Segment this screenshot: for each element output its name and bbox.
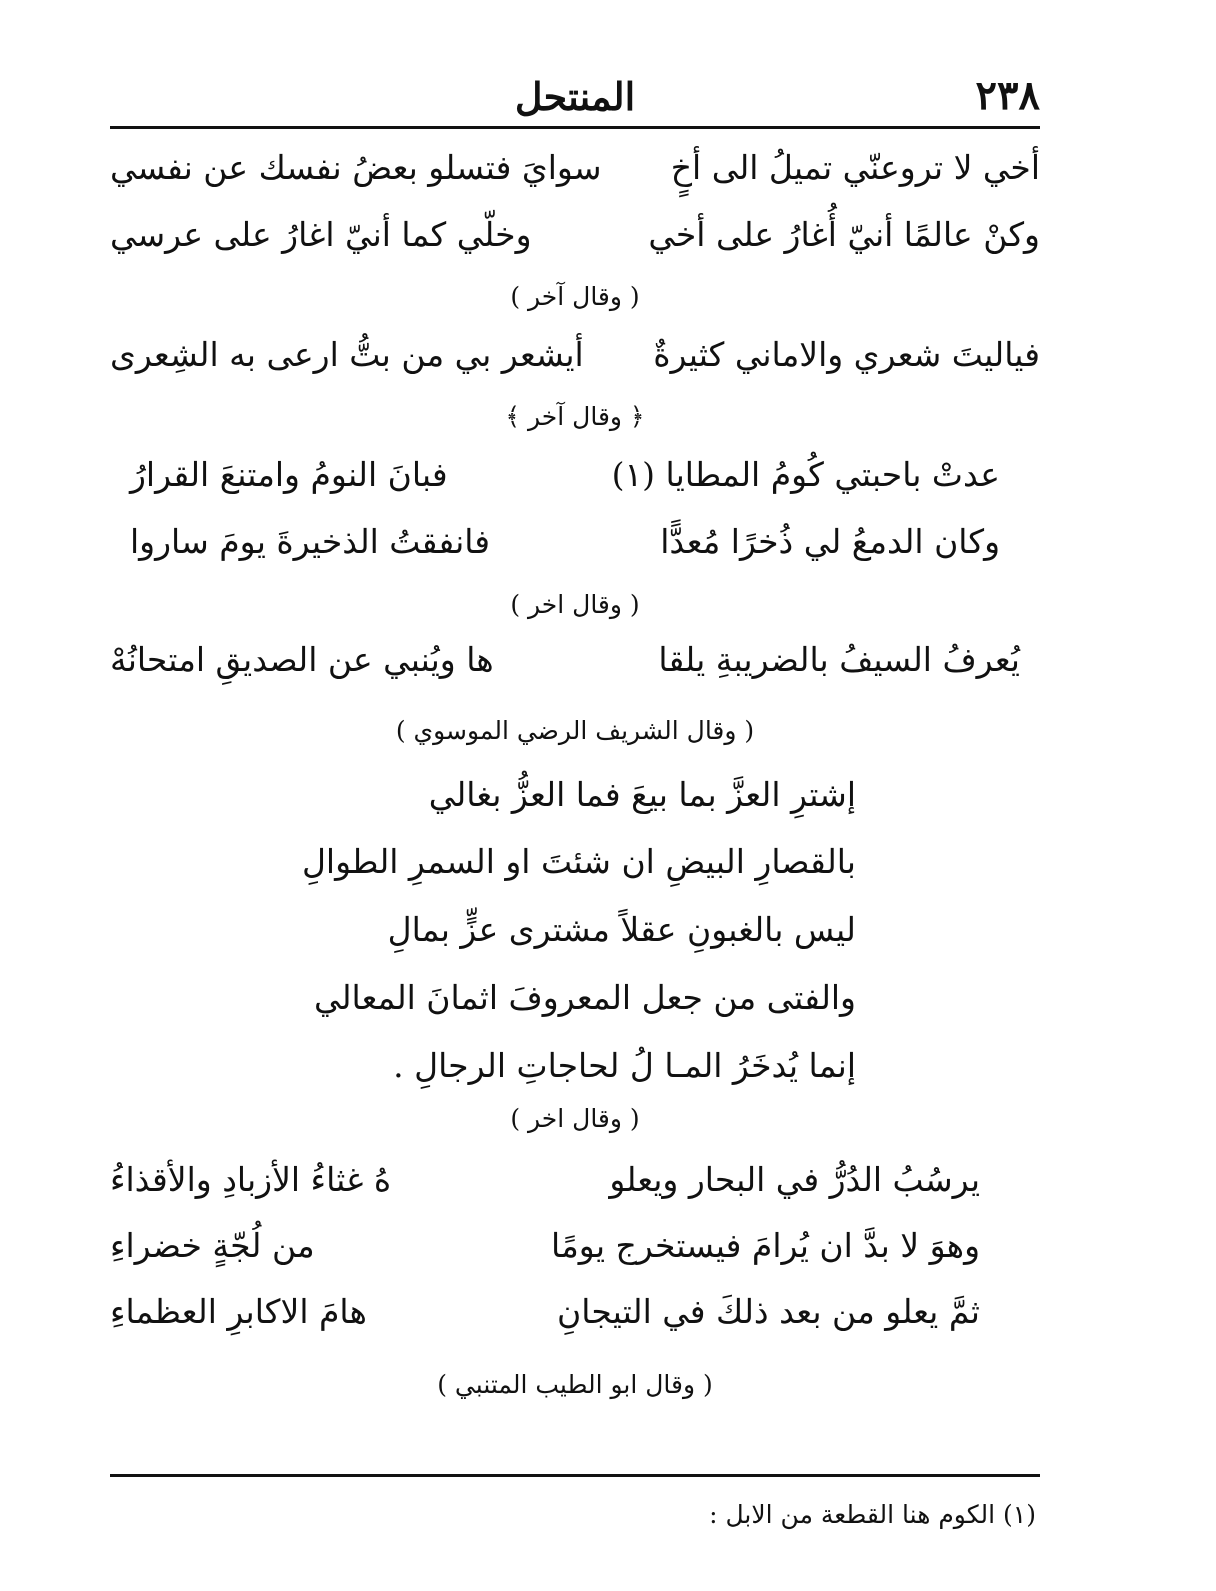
verse-couplet <box>110 1292 1040 1344</box>
page-title: المنتحل <box>514 74 636 119</box>
verse-line: إشترِ العزَّ بما بيعَ فما العزُّ بغالي <box>428 775 856 814</box>
verse-first-hemistich: أخي لا تروعنّي تميلُ الى أخٍ <box>670 148 1040 187</box>
footnote-rule <box>110 1474 1040 1477</box>
verse-second-hemistich: هامَ الاكابرِ العظماءِ <box>110 1292 367 1331</box>
verse-couplet <box>110 455 1040 507</box>
verse-line: بالقصارِ البيضِ ان شئتَ او السمرِ الطوالِ <box>301 842 856 881</box>
poem-heading: ﴿ وقال آخر ﴾ <box>505 402 645 431</box>
verse-couplet <box>110 1160 1040 1212</box>
verse-first-hemistich: عدتْ باحبتي كُومُ المطايا (١) <box>611 455 1000 494</box>
verse-first-hemistich: يرسُبُ الدُرُّ في البحار ويعلو <box>609 1160 980 1199</box>
verse-line: إنما يُدخَرُ المـا لُ لحاجاتِ الرجالِ . <box>393 1046 856 1085</box>
verse-second-hemistich: أيشعر بي من بتُّ ارعى به الشِعرى <box>110 335 584 374</box>
verse-first-hemistich: يُعرفُ السيفُ بالضريبةِ يلقا <box>658 640 1020 679</box>
verse-couplet <box>110 522 1040 574</box>
verse-second-hemistich: فبانَ النومُ وامتنعَ القرارُ <box>130 455 448 494</box>
poem-heading: ( وقال آخر ) <box>510 282 640 311</box>
poem-heading: ( وقال اخر ) <box>510 590 640 619</box>
verse-first-hemistich: وهوَ لا بدَّ ان يُرامَ فيستخرج يومًا <box>551 1226 980 1265</box>
poem-heading: ( وقال اخر ) <box>510 1104 640 1133</box>
verse-first-hemistich: وكنْ عالمًا أنيّ أُغارُ على أخي <box>648 215 1040 254</box>
verse-first-hemistich: فياليتَ شعري والاماني كثيرةٌ <box>653 335 1040 374</box>
verse-line: والفتى من جعل المعروفَ اثمانَ المعالي <box>313 978 856 1017</box>
verse-line: ليس بالغبونِ عقلاً مشترى عزٍّ بمالِ <box>387 910 856 949</box>
footnote: (١) الكوم هنا القطعة من الابل : <box>709 1500 1036 1529</box>
verse-couplet <box>110 1226 1040 1278</box>
poem-heading: ( وقال ابو الطيب المتنبي ) <box>437 1370 713 1399</box>
header-rule <box>110 126 1040 129</box>
verse-couplet <box>110 148 1040 200</box>
verse-second-hemistich: فانفقتُ الذخيرةَ يومَ ساروا <box>130 522 491 561</box>
verse-couplet <box>110 335 1040 387</box>
verse-second-hemistich: سوايَ فتسلو بعضُ نفسك عن نفسي <box>110 148 602 187</box>
page-header <box>110 72 1040 130</box>
verse-first-hemistich: وكان الدمعُ لي ذُخرًا مُعدًّا <box>660 522 1000 561</box>
page-number: ٢٣٨ <box>975 72 1040 119</box>
verse-couplet <box>110 215 1040 267</box>
verse-second-hemistich: هُ غثاءُ الأزبادِ والأقذاءُ <box>110 1160 392 1199</box>
verse-second-hemistich: ها ويُنبي عن الصديقِ امتحانُهْ <box>110 640 494 679</box>
verse-second-hemistich: وخلّي كما أنيّ اغارُ على عرسي <box>110 215 532 254</box>
verse-first-hemistich: ثمَّ يعلو من بعد ذلكَ في التيجانِ <box>557 1292 980 1331</box>
verse-second-hemistich: من لُجّةٍ خضراءِ <box>110 1226 315 1265</box>
poem-heading: ( وقال الشريف الرضي الموسوي ) <box>395 716 755 745</box>
verse-couplet <box>110 640 1040 692</box>
